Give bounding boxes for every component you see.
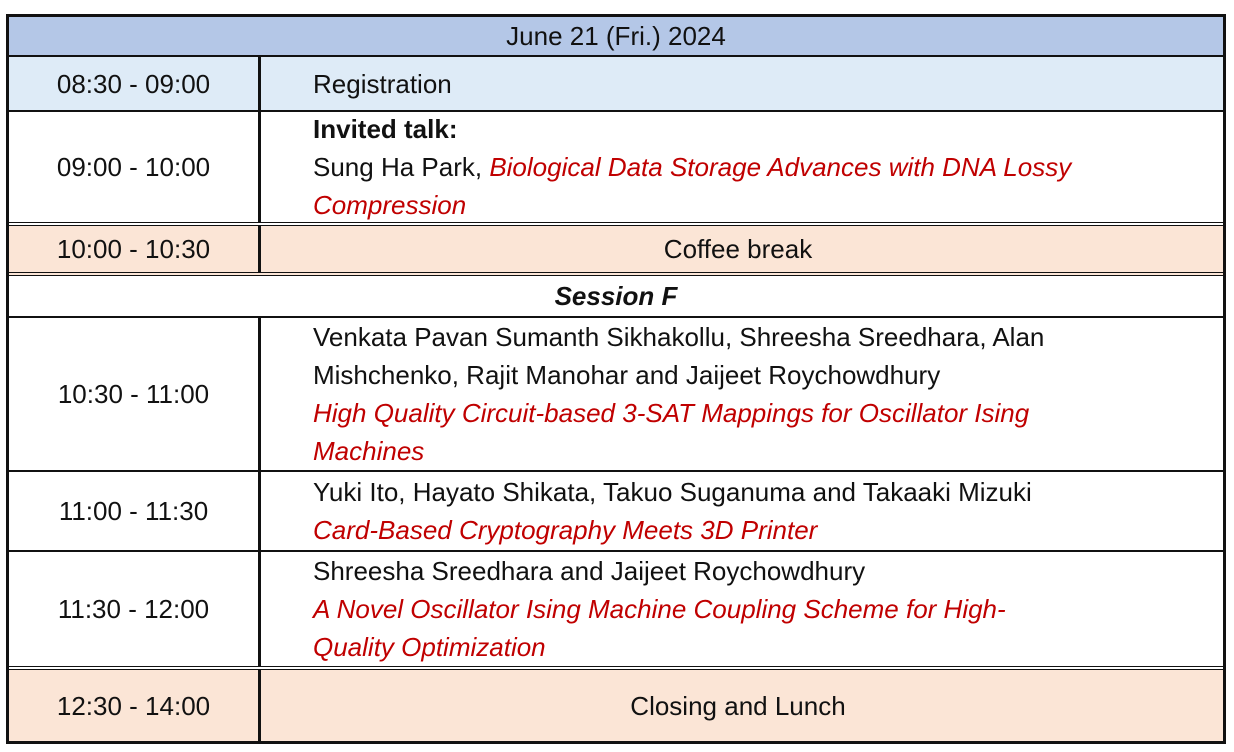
registration-content (261, 57, 1223, 110)
invited-talk-time: 09:00 - 10:00 (9, 112, 261, 222)
coffee-break-time: 10:00 - 10:30 (9, 226, 261, 272)
coffee-break-row (9, 226, 1223, 276)
closing-row (9, 670, 1223, 741)
talk-3-time: 11:30 - 12:00 (9, 552, 261, 666)
talk-1-content (261, 318, 1223, 470)
invited-talk-title: Biological Data Storage Advances with DNA Lossy (489, 152, 1072, 182)
closing-label: Closing and Lunch (630, 690, 846, 721)
invited-talk-speaker: Sung Ha Park, (313, 152, 490, 182)
talk-3-authors: Shreesha Sreedhara and Jaijeet Roychowdhury (313, 556, 866, 586)
talk-3-content (261, 552, 1223, 666)
invited-talk-row (9, 112, 1223, 226)
registration-label: Registration (313, 68, 452, 99)
talk-2-title: Card-Based Cryptography Meets 3D Printer (313, 515, 818, 545)
talk-1-authors-cont: Mishchenko, Rajit Manohar and Jaijeet Roychowdhury (313, 360, 941, 390)
closing-content (261, 670, 1223, 741)
talk-1-title-cont: Machines (313, 436, 425, 466)
session-title: Session F (554, 281, 678, 311)
closing-time: 12:30 - 14:00 (9, 670, 261, 741)
talk-row-3 (9, 552, 1223, 670)
invited-talk-content (261, 112, 1223, 222)
talk-1-authors: Venkata Pavan Sumanth Sikhakollu, Shreesha Sreedhara, Alan (313, 322, 1045, 352)
invited-talk-line (313, 148, 1071, 186)
invited-talk-title-cont: Compression (313, 190, 467, 220)
schedule-table (6, 14, 1226, 744)
talk-2-time: 11:00 - 11:30 (9, 472, 261, 550)
talk-2-content (261, 472, 1223, 550)
talk-3-title-cont: Quality Optimization (313, 632, 546, 662)
talk-1-title: High Quality Circuit-based 3-SAT Mappings for Oscillator Ising (313, 398, 1030, 428)
talk-1-time: 10:30 - 11:00 (9, 318, 261, 470)
date-header-row (9, 17, 1223, 57)
registration-row (9, 57, 1223, 112)
talk-row-2 (9, 472, 1223, 552)
talk-row-1 (9, 318, 1223, 472)
invited-talk-heading: Invited talk: (313, 114, 458, 144)
talk-3-title: A Novel Oscillator Ising Machine Coupling Scheme for High- (313, 594, 1006, 624)
coffee-break-label: Coffee break (663, 234, 813, 264)
session-row (9, 276, 1223, 318)
talk-2-authors: Yuki Ito, Hayato Shikata, Takuo Suganuma and Takaaki Mizuki (313, 477, 1032, 507)
coffee-break-content (261, 226, 1223, 272)
registration-time: 08:30 - 09:00 (9, 57, 261, 110)
date-header: June 21 (Fri.) 2024 (506, 21, 726, 51)
